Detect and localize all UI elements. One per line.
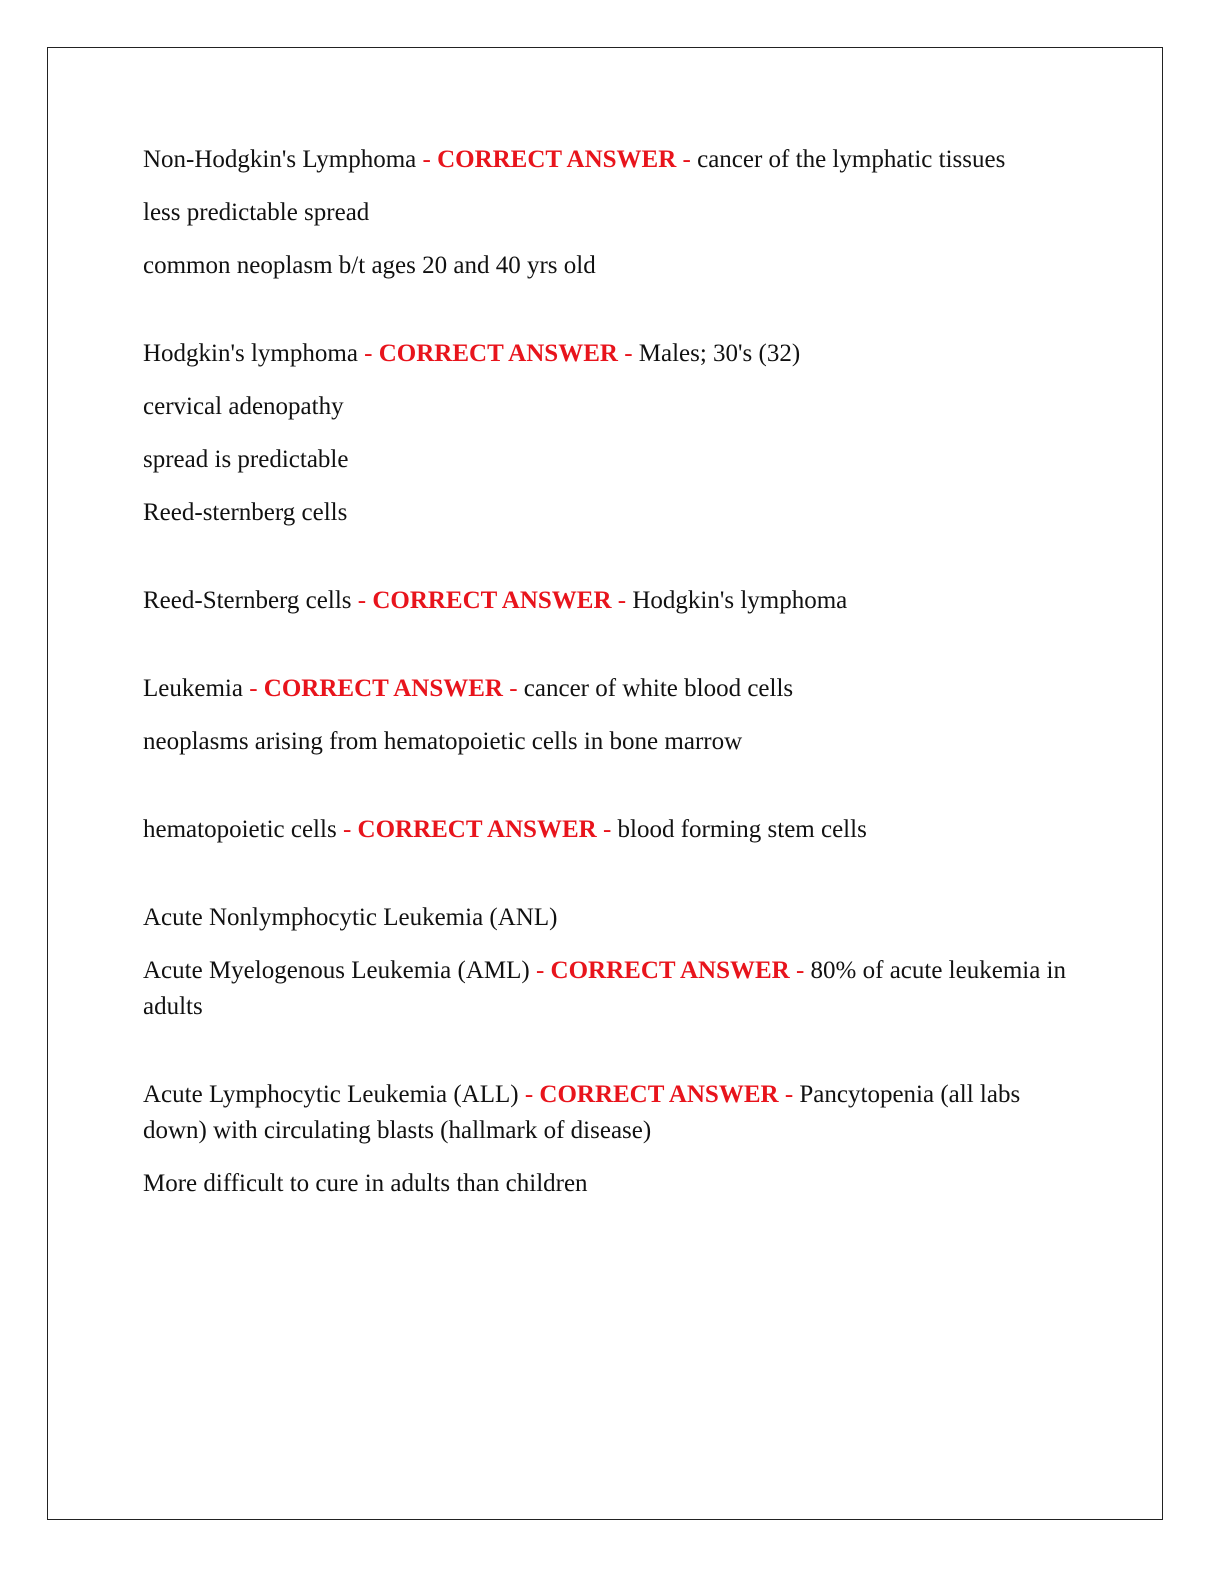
entry-definition-line: [143, 812, 1078, 848]
separator: -: [676, 146, 698, 173]
entry-answer: blood forming stem cells: [617, 816, 867, 843]
entry-extra-line: cervical adenopathy: [143, 393, 344, 420]
separator: -: [518, 1081, 540, 1108]
correct-answer-label: CORRECT ANSWER: [372, 587, 612, 614]
entry-term: Leukemia: [143, 675, 243, 702]
entry-extra-line: Reed-sternberg cells: [143, 499, 348, 526]
entry-extra-line: spread is predictable: [143, 446, 349, 473]
entry-definition-line: [143, 336, 1078, 372]
entry-term: hematopoietic cells: [143, 816, 337, 843]
flashcard-entry: [143, 142, 1078, 284]
separator: -: [416, 146, 438, 173]
flashcard-entry: [143, 1077, 1078, 1202]
correct-answer-label: CORRECT ANSWER: [550, 957, 790, 984]
entry-term-prefix-line: Acute Nonlymphocytic Leukemia (ANL): [143, 904, 558, 931]
entry-definition-line: [143, 671, 1078, 707]
entry-extra-line: less predictable spread: [143, 199, 370, 226]
flashcard-entry: [143, 583, 1078, 619]
flashcard-entry: [143, 336, 1078, 531]
flashcard-entry: [143, 900, 1078, 1025]
flashcard-entry: [143, 812, 1078, 848]
entry-definition-line: [143, 142, 1078, 178]
separator: -: [617, 340, 639, 367]
entry-term: Acute Myelogenous Leukemia (AML): [143, 957, 530, 984]
entry-definition-line: [143, 583, 1078, 619]
separator: -: [502, 675, 524, 702]
separator: -: [242, 675, 264, 702]
entry-term: Acute Lymphocytic Leukemia (ALL): [143, 1081, 519, 1108]
entry-term: Non-Hodgkin's Lymphoma: [143, 146, 417, 173]
separator: -: [789, 957, 811, 984]
correct-answer-label: CORRECT ANSWER: [539, 1081, 779, 1108]
correct-answer-label: CORRECT ANSWER: [437, 146, 677, 173]
separator: -: [351, 587, 373, 614]
correct-answer-label: CORRECT ANSWER: [378, 340, 618, 367]
entry-definition-line: [143, 953, 1078, 1025]
correct-answer-label: CORRECT ANSWER: [357, 816, 597, 843]
entry-answer: 80% of acute leukemia in adults: [143, 957, 1067, 1020]
entry-term: Hodgkin's lymphoma: [143, 340, 358, 367]
entry-answer: Males; 30's (32): [638, 340, 801, 367]
correct-answer-label: CORRECT ANSWER: [263, 675, 503, 702]
separator: -: [596, 816, 618, 843]
entry-answer: cancer of white blood cells: [523, 675, 794, 702]
entry-answer: Hodgkin's lymphoma: [632, 587, 848, 614]
separator: -: [778, 1081, 800, 1108]
document-body: [143, 142, 1078, 1202]
entry-extra-line: neoplasms arising from hematopoietic cells in bone marrow: [143, 728, 743, 755]
entry-extra-line: common neoplasm b/t ages 20 and 40 yrs old: [143, 252, 596, 279]
flashcard-entry: [143, 671, 1078, 760]
entry-answer: Pancytopenia (all labs down) with circulating blasts (hallmark of disease): [143, 1081, 1021, 1144]
separator: -: [529, 957, 551, 984]
entry-term: Reed-Sternberg cells: [143, 587, 352, 614]
entry-answer: cancer of the lymphatic tissues: [697, 146, 1006, 173]
separator: -: [611, 587, 633, 614]
entry-definition-line: [143, 1077, 1078, 1149]
entry-extra-line: More difficult to cure in adults than children: [143, 1170, 588, 1197]
separator: -: [336, 816, 358, 843]
separator: -: [357, 340, 379, 367]
